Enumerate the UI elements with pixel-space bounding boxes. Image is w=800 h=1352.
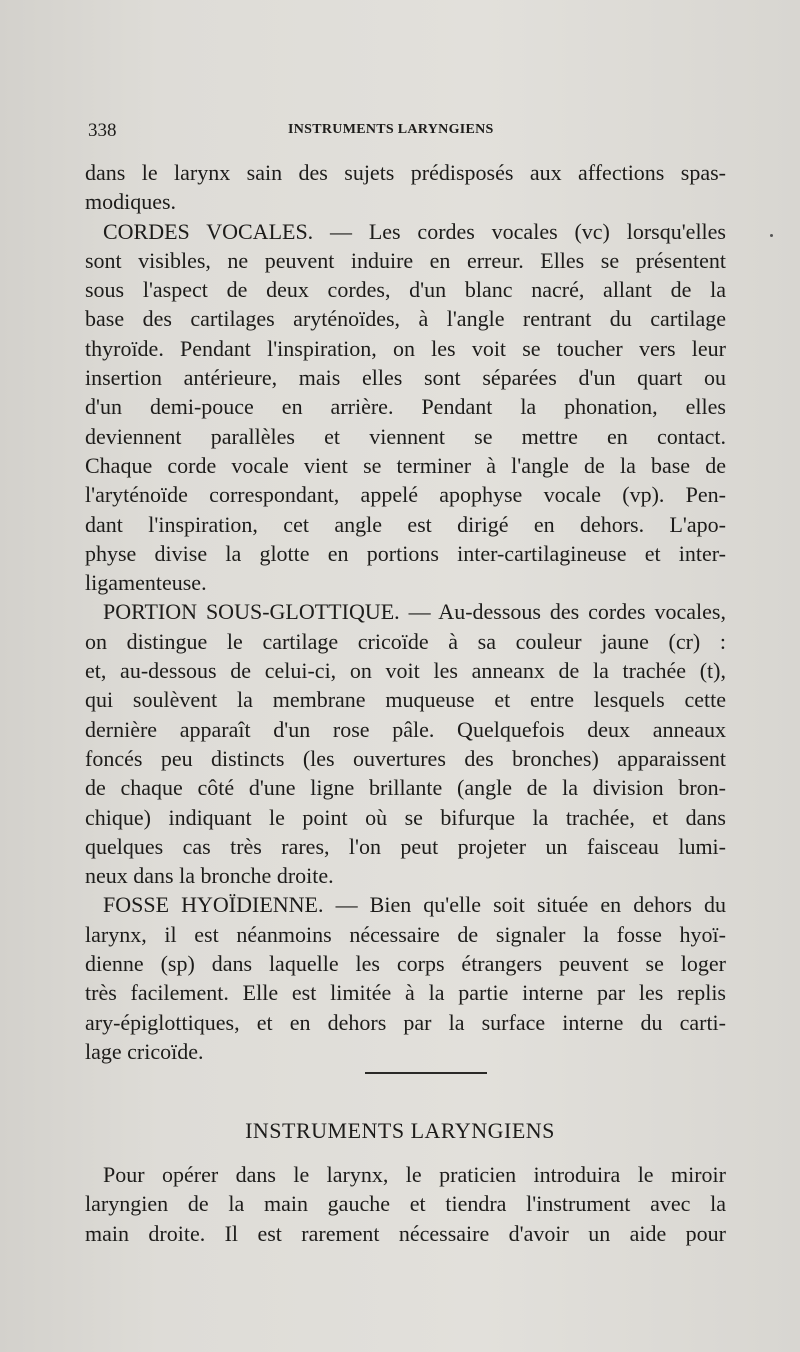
text-line: d'un demi-pouce en arrière. Pendant la phonation, elles [85, 394, 726, 420]
section-body-text [85, 1160, 726, 1248]
text-line: de chaque côté d'une ligne brillante (angle de la division bron- [85, 775, 726, 801]
text-line: larynx, il est néanmoins nécessaire de signaler la fosse hyoï- [85, 921, 726, 947]
text-line: PORTION SOUS-GLOTTIQUE. — Au-dessous des cordes vocales, [103, 599, 726, 625]
text-line: laryngien de la main gauche et tiendra l'instrument avec la [85, 1191, 726, 1217]
text-line: dernière apparaît d'un rose pâle. Quelquefois deux anneaux [85, 716, 726, 742]
page-number: 338 [88, 120, 117, 141]
text-line: thyroïde. Pendant l'inspiration, on les voit se toucher vers leur [85, 335, 726, 361]
text-line: et, au-dessous de celui-ci, on voit les anneanx de la trachée (t), [85, 658, 726, 684]
text-line: ary-épiglottiques, et en dehors par la surface interne du carti- [85, 1009, 726, 1035]
body-text [85, 158, 726, 1066]
section-separator-rule [365, 1072, 487, 1074]
text-line: qui soulèvent la membrane muqueuse et entre lesquels cette [85, 687, 726, 713]
page-header [88, 120, 728, 144]
text-line: on distingue le cartilage cricoïde à sa couleur jaune (cr) : [85, 628, 726, 654]
text-line: dienne (sp) dans laquelle les corps étrangers peuvent se loger [85, 951, 726, 977]
text-line: insertion antérieure, mais elles sont séparées d'un quart ou [85, 365, 726, 391]
text-line: main droite. Il est rarement nécessaire d'avoir un aide pour [85, 1220, 726, 1246]
text-line: dans le larynx sain des sujets prédisposés aux affections spas- [85, 160, 726, 185]
text-line: sous l'aspect de deux cordes, d'un blanc nacré, allant de la [85, 277, 726, 303]
text-line: deviennent parallèles et viennent se mettre en contact. [85, 423, 726, 449]
page-speck [770, 234, 773, 237]
text-line: physe divise la glotte en portions inter-cartilagineuse et inter- [85, 540, 726, 566]
text-line: base des cartilages aryténoïdes, à l'angle rentrant du cartilage [85, 306, 726, 332]
text-line: très facilement. Elle est limitée à la partie interne par les replis [85, 980, 726, 1006]
text-line: CORDES VOCALES. — Les cordes vocales (vc) lorsqu'elles [103, 218, 726, 244]
text-line: ligamenteuse. [85, 570, 207, 596]
text-line: dant l'inspiration, cet angle est dirigé en dehors. L'apo- [85, 511, 726, 537]
text-line: l'aryténoïde correspondant, appelé apophyse vocale (vp). Pen- [85, 482, 726, 508]
text-line: sont visibles, ne peuvent induire en erreur. Elles se présentent [85, 247, 726, 273]
text-line: foncés peu distincts (les ouvertures des bronches) apparaissent [85, 745, 726, 771]
section-title: INSTRUMENTS LARYNGIENS [245, 1118, 555, 1143]
text-line: chique) indiquant le point où se bifurque la trachée, et dans [85, 804, 726, 830]
text-line: quelques cas très rares, l'on peut projeter un faisceau lumi- [85, 833, 726, 859]
text-line: neux dans la bronche droite. [85, 863, 334, 889]
text-line: Chaque corde vocale vient se terminer à l'angle de la base de [85, 452, 726, 478]
text-line: lage cricoïde. [85, 1038, 204, 1064]
text-line: modiques. [85, 189, 177, 215]
text-line: FOSSE HYOÏDIENNE. — Bien qu'elle soit située en dehors du [103, 892, 726, 918]
text-line: Pour opérer dans le larynx, le praticien introduira le miroir [103, 1162, 726, 1187]
running-head: INSTRUMENTS LARYNGIENS [288, 122, 494, 137]
